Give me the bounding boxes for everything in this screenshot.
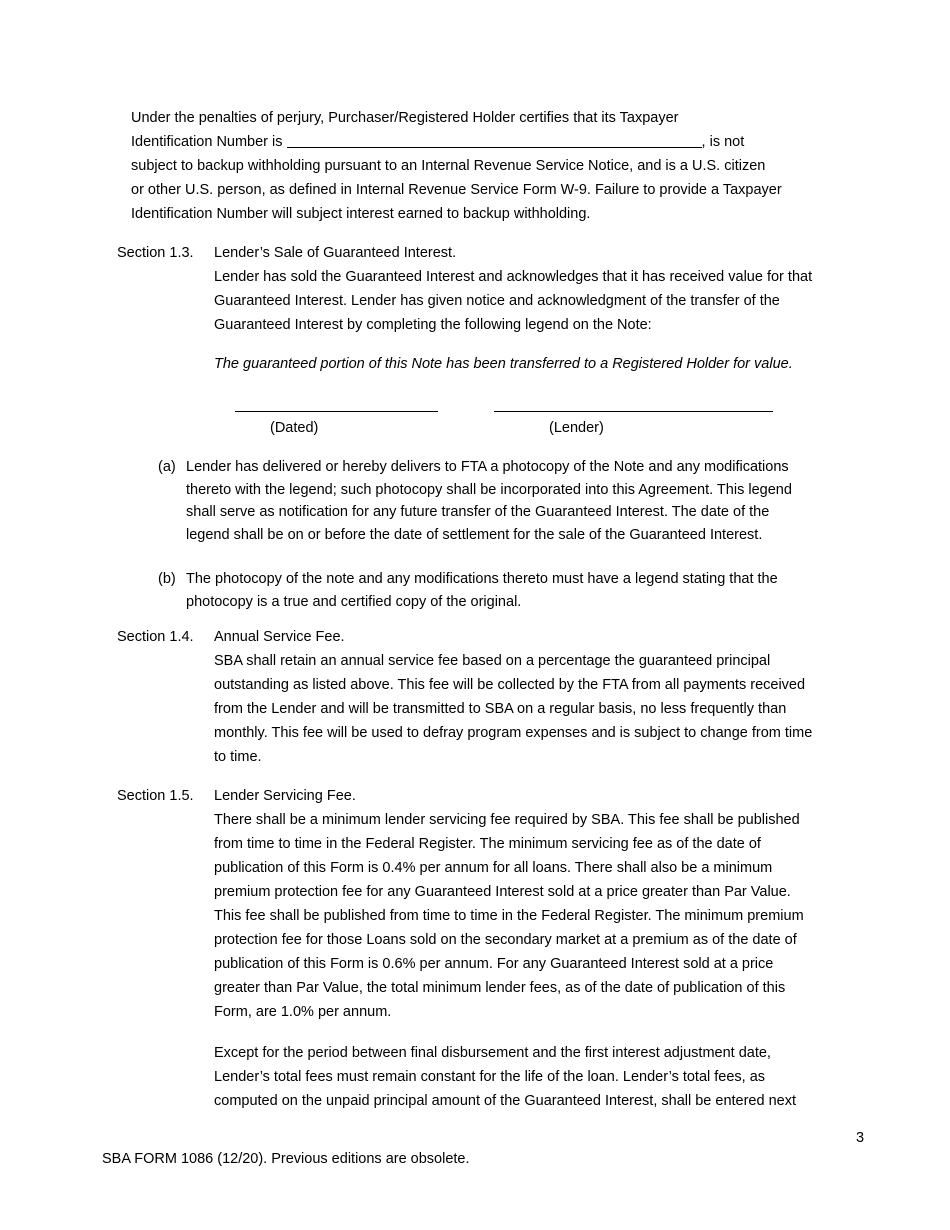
section-1-5-heading: Lender Servicing Fee.: [214, 788, 356, 804]
item-a-line: Lender has delivered or hereby delivers to FTA a photocopy of the Note and any modifications: [186, 459, 789, 475]
section-1-5-text-line: computed on the unpaid principal amount of the Guaranteed Interest, shall be entered next: [214, 1093, 796, 1109]
item-a-line: legend shall be on or before the date of settlement for the sale of the Guaranteed Interest.: [186, 526, 763, 543]
dated-label: (Dated): [270, 420, 319, 436]
certification-line: subject to backup withholding pursuant to an Internal Revenue Service Notice, and is a U.S. citizen: [131, 158, 766, 174]
item-a-marker: (a): [158, 459, 176, 475]
certification-paragraph: [131, 106, 782, 226]
section-1-5-text-line: from time to time in the Federal Register. The minimum servicing fee as of the date of: [214, 836, 761, 852]
certification-line: or other U.S. person, as defined in Internal Revenue Service Form W-9. Failure to provide a Taxpayer: [131, 182, 782, 198]
section-1-3-text-line: Guaranteed Interest by completing the following legend on the Note:: [214, 317, 652, 333]
tin-blank-field[interactable]: [287, 131, 702, 148]
section-1-4-text-line: from the Lender and will be transmitted to SBA on a regular basis, no less frequently than: [214, 701, 787, 717]
section-1-5-text-line: premium protection fee for any Guaranteed Interest sold at a price greater than Par Value.: [214, 884, 791, 900]
dated-signature-line[interactable]: [235, 411, 438, 412]
item-a-line: shall serve as notification for any future transfer of the Guaranteed Interest. The date of the: [186, 504, 770, 520]
item-a-line: thereto with the legend; such photocopy shall be incorporated into this Agreement. This legend: [186, 481, 792, 498]
section-1-4-text-line: to time.: [214, 749, 262, 765]
section-1-5-text-line: publication of this Form is 0.4% per annum for all loans. There shall also be a minimum: [214, 860, 773, 876]
item-b-line: The photocopy of the note and any modifications thereto must have a legend stating that the: [186, 571, 778, 587]
section-1-5-text-line: This fee shall be published from time to time in the Federal Register. The minimum premium: [214, 908, 804, 924]
section-1-3-body: [214, 241, 812, 337]
section-1-5-text-line: There shall be a minimum lender servicing fee required by SBA. This fee shall be published: [214, 812, 800, 828]
item-b-text: [186, 568, 778, 613]
note-legend: The guaranteed portion of this Note has been transferred to a Registered Holder for value.: [214, 356, 793, 372]
section-1-5-text-line: publication of this Form is 0.6% per annum. For any Guaranteed Interest sold at a price: [214, 956, 774, 972]
section-1-3-number: Section 1.3.: [117, 245, 194, 261]
section-1-4-text-line: monthly. This fee will be used to defray program expenses and is subject to change from time: [214, 725, 813, 741]
section-1-5-text-line: Form, are 1.0% per annum.: [214, 1004, 392, 1020]
form-footer-text: SBA FORM 1086 (12/20). Previous editions are obsolete.: [102, 1151, 470, 1167]
section-1-5-text-line: greater than Par Value, the total minimum lender fees, as of the date of publication of this: [214, 980, 786, 996]
section-1-5-text-line: protection fee for those Loans sold on the secondary market at a premium as of the date of: [214, 932, 797, 948]
certification-line: Identification Number will subject interest earned to backup withholding.: [131, 206, 591, 222]
lender-label: (Lender): [549, 420, 604, 436]
section-1-4-heading: Annual Service Fee.: [214, 629, 345, 645]
section-1-5-number: Section 1.5.: [117, 788, 194, 804]
lender-signature-line[interactable]: [494, 411, 773, 412]
certification-tin-label: Identification Number is: [131, 134, 283, 150]
section-1-4-text-line: outstanding as listed above. This fee will be collected by the FTA from all payments received: [214, 677, 806, 693]
section-1-4-body: [214, 625, 812, 769]
item-b-marker: (b): [158, 571, 176, 587]
certification-line: Under the penalties of perjury, Purchaser/Registered Holder certifies that its Taxpayer: [131, 110, 679, 126]
section-1-5-text-line: Lender’s total fees must remain constant for the life of the loan. Lender’s total fees, as: [214, 1069, 766, 1085]
section-1-4-number: Section 1.4.: [117, 629, 194, 645]
section-1-5-body: [214, 784, 804, 1024]
section-1-5-text-line: Except for the period between final disbursement and the first interest adjustment date,: [214, 1045, 771, 1061]
section-1-3-text-line: Lender has sold the Guaranteed Interest and acknowledges that it has received value for that: [214, 269, 813, 285]
item-a-text: [186, 456, 792, 546]
section-1-3-text-line: Guaranteed Interest. Lender has given notice and acknowledgment of the transfer of the: [214, 293, 780, 309]
page-number: 3: [856, 1130, 865, 1146]
certification-tin-line: [131, 130, 782, 154]
section-1-4-text-line: SBA shall retain an annual service fee based on a percentage the guaranteed principal: [214, 653, 771, 669]
section-1-3-heading: Lender’s Sale of Guaranteed Interest.: [214, 245, 457, 261]
certification-tin-suffix: , is not: [701, 134, 745, 150]
section-1-5-second-paragraph: [214, 1041, 796, 1113]
item-b-line: photocopy is a true and certified copy of the original.: [186, 593, 522, 610]
